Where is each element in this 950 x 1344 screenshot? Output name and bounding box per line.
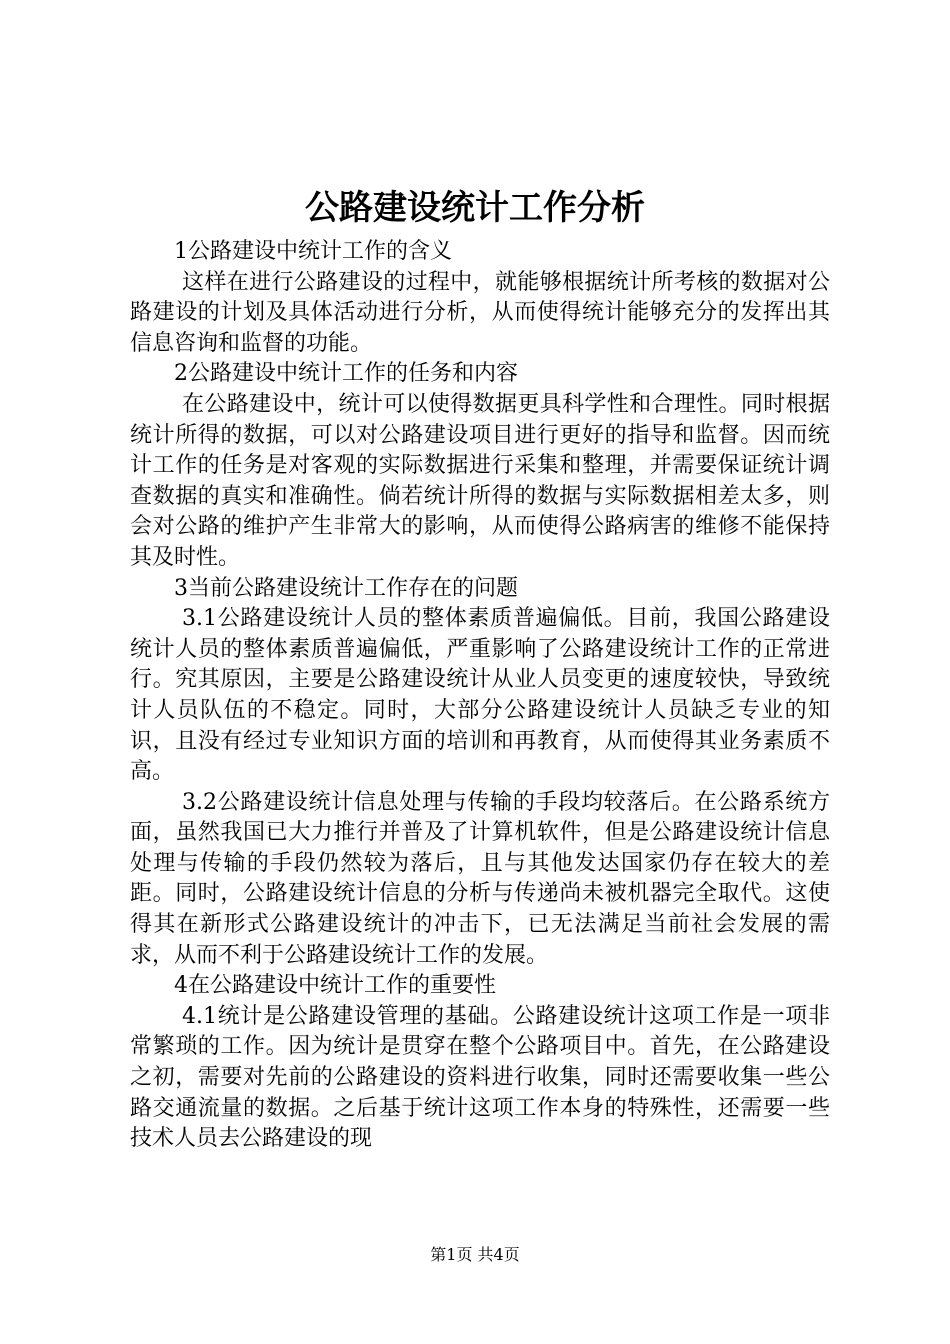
section-heading-3: 3当前公路建设统计工作存在的问题 bbox=[174, 575, 518, 601]
paragraph-1: 这样在进行公路建设的过程中，就能够根据统计所考核的数据对公路建设的计划及具体活动进行分析，从而使得统计能够充分的发挥出其信息咨询和监督的功能。 bbox=[130, 269, 830, 356]
paragraph-3-1: 3.1公路建设统计人员的整体素质普遍偏低。目前，我国公路建设统计人员的整体素质普遍偏低，严重影响了公路建设统计工作的正常进行。究其原因，主要是公路建设统计从业人员变更的速度较快，导致统计人员队伍的不稳定。同时，大部分公路建设统计人员缺乏专业的知识，且没有经过专业知识方面的培训和再教育，从而使得其业务素质不高。 bbox=[130, 606, 830, 785]
paragraph-3-2: 3.2公路建设统计信息处理与传输的手段均较落后。在公路系统方面，虽然我国已大力推行并普及了计算机软件，但是公路建设统计信息处理与传输的手段仍然较为落后，且与其他发达国家仍存在较大的差距。同时，公路建设统计信息的分析与传递尚未被机器完全取代。这使得其在新形式公路建设统计的冲击下，已无法满足当前社会发展的需求，从而不利于公路建设统计工作的发展。 bbox=[130, 789, 830, 968]
page-footer: 第1页 共4页 bbox=[430, 1245, 520, 1264]
paragraph-4-1: 4.1统计是公路建设管理的基础。公路建设统计这项工作是一项非常繁琐的工作。因为统计是贯穿在整个公路项目中。首先，在公路建设之初，需要对先前的公路建设的资料进行收集，同时还需要收集一些公路交通流量的数据。之后基于统计这项工作本身的特殊性，还需要一些技术人员去公路建设的现 bbox=[130, 1003, 830, 1152]
section-heading-2: 2公路建设中统计工作的任务和内容 bbox=[174, 361, 518, 387]
document-body bbox=[130, 237, 830, 1155]
paragraph-2: 在公路建设中，统计可以使得数据更具科学性和合理性。同时根据统计所得的数据，可以对公路建设项目进行更好的指导和监督。因而统计工作的任务是对客观的实际数据进行采集和整理，并需要保证统计调查数据的真实和准确性。倘若统计所得的数据与实际数据相差太多，则会对公路的维护产生非常大的影响，从而使得公路病害的维修不能保持其及时性。 bbox=[130, 391, 830, 570]
section-heading-4: 4在公路建设中统计工作的重要性 bbox=[174, 973, 496, 999]
document-title: 公路建设统计工作分析 bbox=[305, 188, 645, 228]
section-heading-1: 1公路建设中统计工作的含义 bbox=[174, 239, 452, 264]
